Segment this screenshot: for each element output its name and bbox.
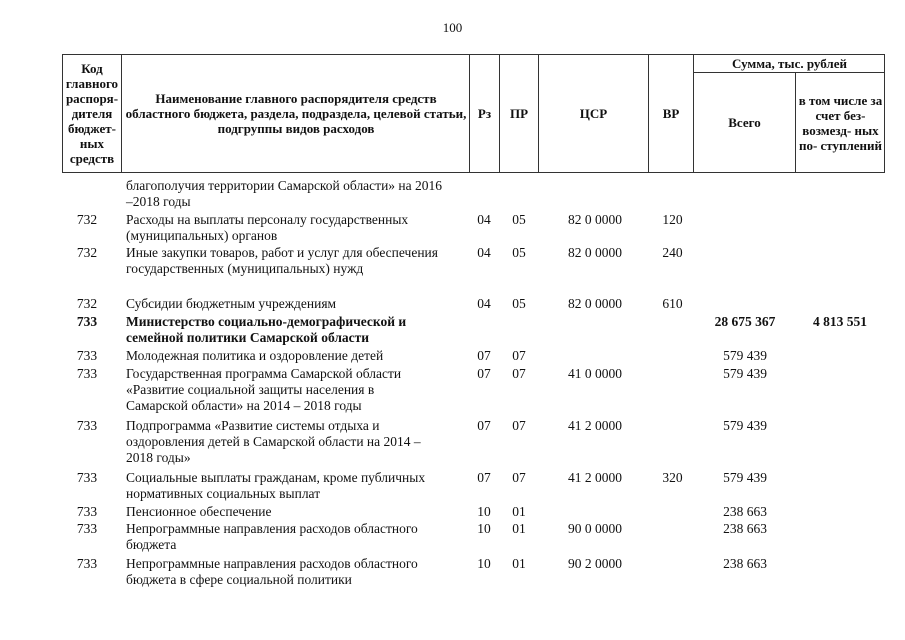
row-total: 579 439	[723, 348, 767, 363]
header-vr: ВР	[662, 106, 680, 121]
page-number: 100	[442, 20, 463, 35]
row-csr: 41 0 0000	[568, 366, 622, 381]
header-free: в том числе за счет без- возмезд- ных по- ступлений	[798, 92, 883, 153]
row-total: 238 663	[723, 504, 767, 519]
row-total: 579 439	[723, 418, 767, 433]
row-name: Непрограммные направления расходов областного бюджета в сфере социальной политики	[126, 556, 418, 587]
row-code: 733	[76, 366, 98, 381]
row-csr: 41 2 0000	[568, 470, 622, 485]
row-name: благополучия территории Самарской области» на 2016 –2018 годы	[126, 178, 443, 209]
header-code: Код главного распоря- дителя бюджет- ных средств	[65, 61, 119, 166]
row-pr: 05	[512, 245, 526, 260]
row-name: Расходы на выплаты персоналу государственных (муниципальных) органов	[126, 212, 409, 243]
row-total: 28 675 367	[714, 314, 776, 329]
row-name: Непрограммные направления расходов областного бюджета	[126, 521, 418, 552]
row-name: Государственная программа Самарской области «Развитие социальной защиты населения в Самарской области» на 2014 – 2018 годы	[126, 366, 402, 413]
row-name: Пенсионное обеспечение	[126, 504, 272, 519]
row-vr: 240	[662, 245, 683, 260]
row-code: 733	[76, 470, 98, 485]
row-code: 732	[76, 296, 98, 311]
header-name: Наименование главного распорядителя средств областного бюджета, раздела, подраздела, целевой статьи, подгруппы видов расходов	[125, 91, 467, 136]
header-pr: ПР	[509, 106, 529, 121]
row-pr: 07	[512, 366, 526, 381]
header-divider	[121, 54, 122, 173]
row-pr: 05	[512, 212, 526, 227]
row-rz: 07	[477, 418, 491, 433]
row-total: 579 439	[723, 470, 767, 485]
row-code: 732	[76, 245, 98, 260]
row-code: 733	[76, 556, 98, 571]
row-pr: 05	[512, 296, 526, 311]
row-pr: 01	[512, 504, 526, 519]
row-code: 733	[76, 418, 98, 433]
row-rz: 07	[477, 348, 491, 363]
row-pr: 01	[512, 521, 526, 536]
row-name: Иные закупки товаров, работ и услуг для обеспечения государственных (муниципальных) нужд	[126, 245, 438, 276]
row-free: 4 813 551	[813, 314, 867, 329]
row-code: 732	[76, 212, 98, 227]
row-name: Министерство социально-демографической и семейной политики Самарской области	[126, 314, 407, 345]
row-total: 579 439	[723, 366, 767, 381]
header-total: Всего	[728, 115, 761, 130]
header-sum: Сумма, тыс. рублей	[732, 56, 847, 71]
row-code: 733	[76, 521, 98, 536]
row-csr: 82 0 0000	[568, 296, 622, 311]
row-total: 238 663	[723, 521, 767, 536]
header-csr: ЦСР	[579, 106, 608, 121]
row-pr: 07	[512, 418, 526, 433]
row-csr: 90 0 0000	[568, 521, 622, 536]
row-rz: 10	[477, 504, 491, 519]
row-rz: 04	[477, 212, 491, 227]
row-rz: 10	[477, 521, 491, 536]
row-csr: 82 0 0000	[568, 245, 622, 260]
header-rz: Рз	[477, 106, 492, 121]
row-vr: 120	[662, 212, 683, 227]
row-pr: 01	[512, 556, 526, 571]
row-total: 238 663	[723, 556, 767, 571]
row-csr: 41 2 0000	[568, 418, 622, 433]
row-vr: 610	[662, 296, 683, 311]
row-rz: 04	[477, 296, 491, 311]
row-rz: 07	[477, 470, 491, 485]
row-name: Подпрограмма «Развитие системы отдыха и оздоровления детей в Самарской области на 2014 – 2018 годы»	[126, 418, 421, 465]
row-vr: 320	[662, 470, 683, 485]
row-rz: 07	[477, 366, 491, 381]
row-code: 733	[76, 504, 98, 519]
row-csr: 82 0 0000	[568, 212, 622, 227]
row-rz: 04	[477, 245, 491, 260]
row-pr: 07	[512, 470, 526, 485]
row-pr: 07	[512, 348, 526, 363]
row-name: Субсидии бюджетным учреждениям	[126, 296, 337, 311]
row-name: Молодежная политика и оздоровление детей	[126, 348, 384, 363]
row-code: 733	[76, 314, 98, 329]
row-code: 733	[76, 348, 98, 363]
row-rz: 10	[477, 556, 491, 571]
row-name: Социальные выплаты гражданам, кроме публичных нормативных социальных выплат	[126, 470, 426, 501]
row-csr: 90 2 0000	[568, 556, 622, 571]
